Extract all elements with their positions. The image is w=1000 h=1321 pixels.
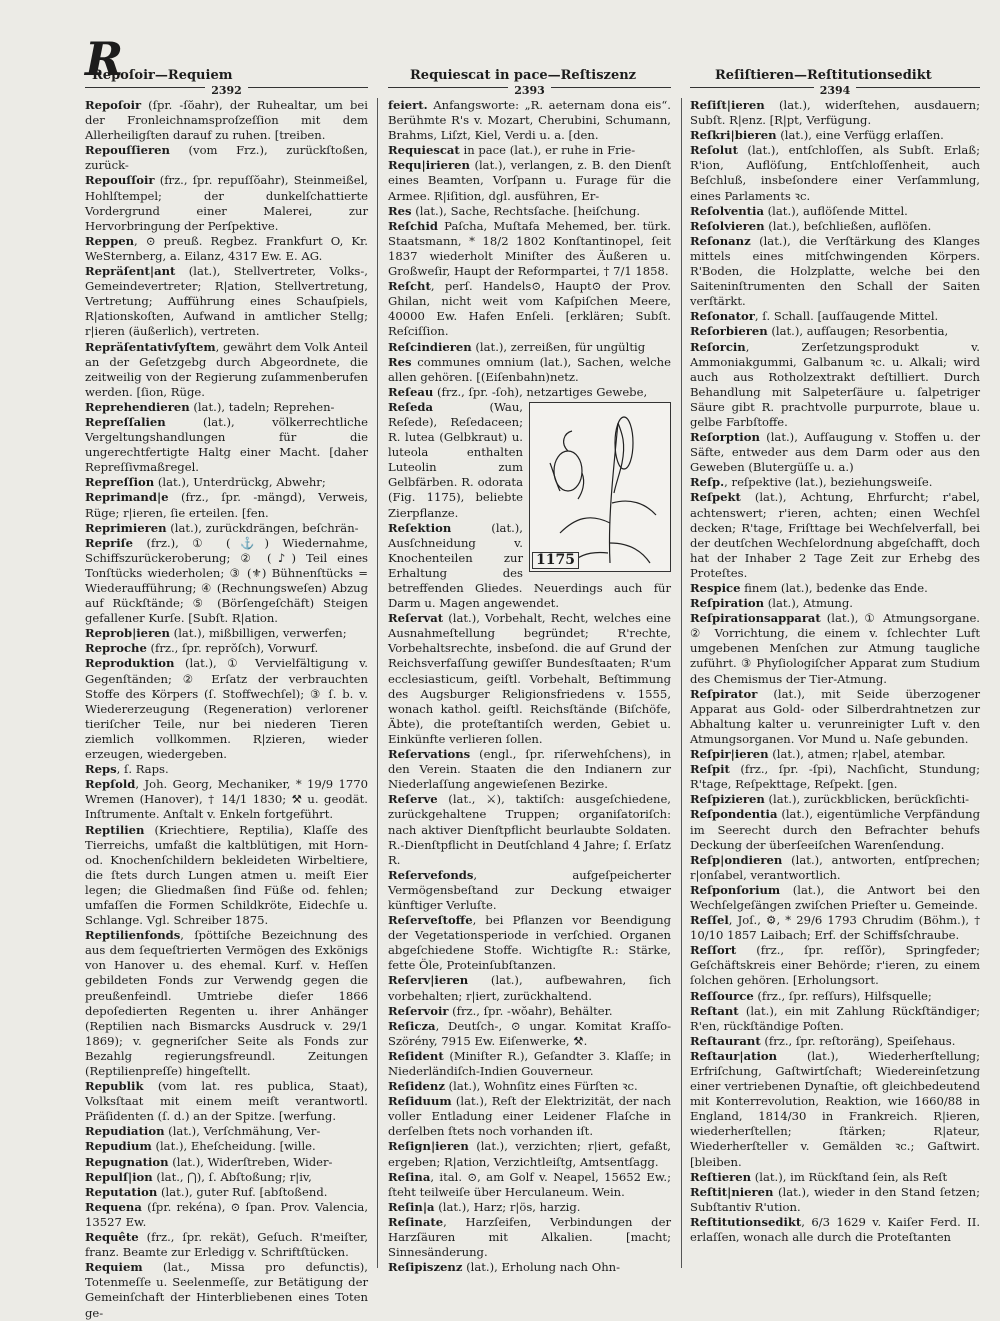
dictionary-entry: Reſchid Paſcha, Muſtafa Mehemed, ber. türk. Staatsmann, * 18/2 1802 Konſtantinopel, ſeit 1837 wiederholt Miniſter des Äußeren u. Großweſir, Haupt der Reformpartei, † 7/1 1858. xyxy=(388,218,671,279)
dictionary-entry: Reſkri|bieren (lat.), eine Verfügg erlaſſen. xyxy=(690,128,944,143)
dictionary-entry: Repräſent|ant (lat.), Stellvertreter, Volks-, Gemeindevertreter; R|ation, Stellvertretung, Vertretung; Aufführung eines Schauſpiels, R|ationskoſten, Aufwand in amtlicher Stellg; r|ieren (äußerlich), vertreten. xyxy=(85,264,368,339)
dictionary-entry: Requ|irieren (lat.), verlangen, z. B. den Dienſt eines Beamten, Vorſpann u. Furage für die Armee. R|iſition, dgl. ausführen, Er- xyxy=(388,158,671,203)
dictionary-entry: Repreſſalien (lat.), völkerrechtliche Vergeltungshandlungen für die ungerechtfertigte Haltg einer Macht. [daher Repreſſivmaßregel. xyxy=(85,414,368,475)
dictionary-entry: Reſorption (lat.), Aufſaugung v. Stoffen u. der Säfte, entweder aus dem Darm oder aus den Geweben (Blutergüſſe u. a.) xyxy=(690,430,980,475)
dictionary-entry: Reſpizieren (lat.), zurückblicken, berückſichti- xyxy=(690,792,970,807)
dictionary-entry: Reſeda (Wau, Reſede), Reſedaceen; R. lutea (Gelbkraut) u. luteola enthalten Luteolin zum Gelbfärben. R. odorata (Fig. 1175), beliebte Zierpflanze. xyxy=(388,399,523,520)
column-divider xyxy=(681,98,682,1268)
dictionary-entry: Reſpirationsapparat (lat.), ① Atmungsorgane. ② Vorrichtung, die einem v. ſchlechter Luft umgebenen Menſchen zur Atmung taugliche zuführt. ③ Phyſiologiſcher Apparat zum Studium des Chemismus der Tier-Atmung. xyxy=(690,611,980,686)
dictionary-entry: Reſorbieren (lat.), aufſaugen; Resorbentia, xyxy=(690,324,949,339)
dictionary-entry: Reſpondentia (lat.), eigentümliche Verpfändung im Seerecht durch den Befrachter behufs Deckung der überſeeiſchen Warenſendung. xyxy=(690,807,980,852)
dictionary-entry: Reprehendieren (lat.), tadeln; Reprehen- xyxy=(85,399,335,414)
dictionary-entry: Reptilienfonds, ſpöttiſche Bezeichnung des aus dem ſequeſtrierten Vermögen des Exkönigs von Hanover u. des ehemal. Kurf. v. Heſſen gebildeten Fonds zur Verwendg gegen die preußenfeindl. Umtriebe dieſer 1866 depoſedierten Regenten u. ihrer Anhänger (Reptilien nach Bismarcks Ausdruck v. 29/1 1869); v. gegneriſcher Seite als Fonds zur Bezahlg regierungsfreundl. Zeitungen (Reptilienpreſſe) hingeſtellt. xyxy=(85,928,368,1078)
column-divider xyxy=(377,98,378,1268)
dictionary-entry: Reſin|a (lat.), Harz; r|ös, harzig. xyxy=(388,1199,581,1214)
dictionary-entry: Reſpiration (lat.), Atmung. xyxy=(690,596,853,611)
text-column-right xyxy=(690,98,980,1268)
dictionary-entry: Repriſe (frz.), ① (⚓) Wiedernahme, Schiffszurückeroberung; ② (♪) Teil eines Tonſtücks wiederholen; ③ (⚜) Bühnenſtücks = Wiederaufführung; ④ (Rechnungsweſen) Abzug auf Rückſtände; ⑤ (Börſengeſchäft) Steigen gefallener Kurſe. [Subſt. R|ation. xyxy=(85,535,368,626)
dictionary-entry: Reſcindieren (lat.), zerreißen, für ungültig xyxy=(388,339,646,354)
dictionary-entry: Repſold, Joh. Georg, Mechaniker, * 19/9 1770 Wremen (Hanover), † 14/1 1830; ⚒ u. geodät. Inſtrumente. Anſtalt v. Enkeln fortgeführt. xyxy=(85,777,368,822)
dictionary-entry: Reſerveſtoffe, bei Pflanzen vor Beendigung der Vegetationsperiode in verſchied. Organen abgeſchiedene Stoffe. Wichtigſte R.: Stärke, fette Öle, Proteinſubſtanzen. xyxy=(388,913,671,973)
dictionary-entry: Repouſſieren (vom Frz.), zurückſtoßen, zurück- xyxy=(85,143,368,173)
dictionary-entry: Reſtaur|ation (lat.), Wiederherſtellung; Erfriſchung, Gaſtwirtſchaft; Wiedereinſetzung einer vertriebenen Dynaſtie, oft gleichbedeutend mit Konterrevolution, Reaktion, wie 1660/88 in England, 1814/30 in Frankreich. R|ieren, wiederherſtellen; ſtärken; R|ateur, Wiederherſteller v. Gemälden ꝛc.; Gaſtwirt. [bleiben. xyxy=(690,1048,980,1169)
dictionary-entry: Reſektion (lat.), Ausſchneidung v. Knochenteilen zur Erhaltung des betreffenden Gliedes. Neuerdings auch für Darm u. Magen angewendet. xyxy=(388,520,671,611)
dictionary-entry: Repouſſoir (frz., ſpr. repuſſŏahr), Steinmeißel, Hohlſtempel; der dunkelſchattierte Vordergrund einer Malerei, zur Hervorbringung der Perſpektive. xyxy=(85,173,368,233)
dictionary-entry: Repudium (lat.), Eheſcheidung. [wille. xyxy=(85,1139,316,1154)
dictionary-entry: Reſerv|ieren (lat.), aufbewahren, ſich vorbehalten; r|iert, zurückhaltend. xyxy=(388,973,671,1003)
dictionary-entry: Res (lat.), Sache, Rechtsſache. [heiſchung. xyxy=(388,203,641,218)
page-number-left-text: 2392 xyxy=(205,84,248,97)
figure-reseda-plant-illustration xyxy=(529,402,671,572)
dictionary-entry: Repugnation (lat.), Widerſtreben, Wider- xyxy=(85,1154,333,1169)
dictionary-entry: Reprimand|e (frz., ſpr. ‑mängd), Verweis, Rüge; r|ieren, ſie erteilen. [fen. xyxy=(85,490,368,520)
dictionary-entry: Reſolventia (lat.), auflöſende Mittel. xyxy=(690,203,908,218)
dictionary-entry: Reſtant (lat.), ein mit Zahlung Rückſtändiger; R'en, rückſtändige Poſten. xyxy=(690,1003,980,1033)
left-running-title: Repoſoir—Requiem xyxy=(92,68,233,83)
dictionary-entry: Repräſentativſyſtem, gewährt dem Volk Anteil an der Geſetzgebg durch Abgeordnete, die zeitweilig von der Regierung zuſammenberufen werden. [ſion, Rüge. xyxy=(85,339,368,399)
dictionary-entry: Reprob|ieren (lat.), mißbilligen, verwerfen; xyxy=(85,626,347,641)
dictionary-entry: Reſolvieren (lat.), beſchließen, auflöſen. xyxy=(690,218,932,233)
dictionary-entry: Repreſſion (lat.), Unterdrückg, Abwehr; xyxy=(85,475,326,490)
dictionary-entry: Reſpir|ieren (lat.), atmen; r|abel, atembar. xyxy=(690,747,946,762)
dictionary-entry: Reſervations (engl., ſpr. riſerwehſchens), in den Verein. Staaten die den Indianern zur Niederlaſſung angewieſenen Bezirke. xyxy=(388,747,671,792)
dictionary-entry: Reſtit|nieren (lat.), wieder in den Stand ſetzen; Subſtantiv R'ution. xyxy=(690,1184,980,1214)
dictionary-entry: Reſident (Miniſter R.), Geſandter 3. Klaſſe; in Niederländiſch-Indien Gouverneur. xyxy=(388,1048,671,1078)
dictionary-entry: Reſorcin, Zerſetzungsprodukt v. Ammoniakgummi, Galbanum ꝛc. u. Alkali; wird auch aus Rotholzextrakt deſtilliert. Durch Behandlung mit Salpeterſäure u. ſalpetriger Säure gibt R. prachtvolle purpurrote, blaue u. gelbe Farbſtoffe. xyxy=(690,339,980,429)
dictionary-entry: Reſolut (lat.), entſchloſſen, als Subſt. Erlaß; R'ion, Auflöſung, Entſchloſſenheit, auch Beſchluß, insbeſondere einer Verſammlung, eines Parlaments ꝛc. xyxy=(690,143,980,203)
dictionary-entry: Repudiation (lat.), Verſchmähung, Ver- xyxy=(85,1124,321,1139)
dictionary-entry: Reproche (frz., ſpr. reprŏſch), Vorwurf. xyxy=(85,641,319,656)
dictionary-entry: Requiescat in pace (lat.), er ruhe in Frie- xyxy=(388,143,636,158)
dictionary-entry: Reſpirator (lat.), mit Seide überzogener Apparat aus Gold- oder Silberdrahtnetzen zur Abhaltung kalter u. verunreinigter Luft v. den Atmungsorganen. Vor Mund u. Naſe gebunden. xyxy=(690,686,980,746)
dictionary-entry: Reſervoir (frz., ſpr. ‑wŏahr), Behälter. xyxy=(388,1003,613,1018)
dictionary-entry: Reſſort (frz., ſpr. reſſŏr), Springfeder; Geſchäftskreis einer Behörde; r'ieren, zu einem ſolchen gehören. [Erholungsort. xyxy=(690,943,980,988)
dictionary-entry: Reſicza, Deutſch‑, ⊙ ungar. Komitat Kraſſo-Szörény, 7915 Ew. Eiſenwerke, ⚒. xyxy=(388,1018,671,1048)
dictionary-entry: Reſponſorium (lat.), die Antwort bei den Wechſelgeſängen zwiſchen Prieſter u. Gemeinde. xyxy=(690,882,980,912)
right-running-title: Reſiſtieren—Reſtitutionsedikt xyxy=(715,68,932,83)
dictionary-entry: Reprimieren (lat.), zurückdrängen, beſchrän- xyxy=(85,520,359,535)
text-column-left xyxy=(85,98,368,1320)
dictionary-entry: Reſpekt (lat.), Achtung, Ehrfurcht; r'abel, achtenswert; r'ieren, achten; einen Wechſel decken; R'tage, Friſttage bei Wechſelverfall, bei der deutſchen Wechſelordnung abgeſchafft, doch hat der Inhaber 2 Tage Zeit zur Erhebg des Proteſtes. xyxy=(690,490,980,580)
dictionary-entry: Reſcht, perſ. Handels⊙, Haupt⊙ der Prov. Ghilan, nicht weit vom Kaſpiſchen Meere, 40000 Ew. Hafen Enſeli. [erklären; Subſt. Reſciſſion. xyxy=(388,279,671,339)
dictionary-entry: Reproduktion (lat.), ① Vervielfältigung v. Gegenſtänden; ② Erſatz der verbrauchten Stoffe des Körpers (ſ. Stoffwechſel); ③ ſ. b. v. Wiedererzeugung (Regeneration) verlorener tieriſcher Teile, nur bei niederen Tieren ziemlich vollkommen. R|zieren, wieder erzeugen, wiedergeben. xyxy=(85,656,368,762)
dictionary-entry: Requiem (lat., Missa pro defunctis), Totenmeſſe u. Seelenmeſſe, zur Betätigung der Gemeinſchaft der Hinterbliebenen eines Toten ge- xyxy=(85,1260,368,1320)
text-column-center xyxy=(388,98,671,1275)
dictionary-entry: Reſervefonds, aufgeſpeicherter Vermögensbeſtand zur Deckung etwaiger künftiger Verluſte. xyxy=(388,867,671,912)
dictionary-entry: Res communes omnium (lat.), Sachen, welche allen gehören. [(Eiſenbahn)netz. xyxy=(388,354,671,384)
dictionary-entry: Reſonator, ſ. Schall. [auſſaugende Mittel. xyxy=(690,309,939,324)
dictionary-entry: Requena (ſpr. rekéna), ⊙ ſpan. Prov. Valencia, 13527 Ew. xyxy=(85,1199,368,1229)
dictionary-entry: Reſp|ondieren (lat.), antworten, entſprechen; r|onſabel, verantwortlich. xyxy=(690,852,980,882)
dictionary-entry: Reſiſt|ieren (lat.), widerſtehen, ausdauern; Subſt. R|enz. [R|pt, Verfügung. xyxy=(690,98,980,128)
dictionary-entry: Reps, ſ. Raps. xyxy=(85,762,169,777)
center-running-title: Requiescat in pace—Reſtiszenz xyxy=(410,68,637,83)
dictionary-entry: Reſſource (frz., ſpr. reſſurs), Hilfsquelle; xyxy=(690,988,932,1003)
dictionary-entry: Reſidenz (lat.), Wohnſitz eines Fürſten ꝛc. xyxy=(388,1079,638,1094)
dictionary-entry: Reptilien (Kriechtiere, Reptilia), Klaſſe des Tierreichs, umfaßt die kaltblütigen, mit Horn- od. Knochenſchildern bekleideten Wirbeltiere, die ſtets durch Lungen atmen u. meiſt Eier legen; die Gliedmaßen ſind Füße od. fehlen; umfaſſen die Formen Schildkröte, Eidechſe u. Schlange. Vgl. Schreiber 1875. xyxy=(85,822,368,928)
dictionary-entry: Republik (vom lat. res publica, Staat), Volksſtaat mit einem meiſt verantwortl. Präſidenten (ſ. d.) an der Spitze. [werfung. xyxy=(85,1079,368,1124)
dictionary-entry: Respice finem (lat.), bedenke das Ende. xyxy=(690,581,928,595)
figure-number: 1175 xyxy=(532,552,579,569)
page-number-right-text: 2394 xyxy=(814,84,857,97)
dictionary-entry: Reppen, ⊙ preuß. Regbez. Frankfurt O, Kr. WeSternberg, a. Eilanz, 4317 Ew. E. AG. xyxy=(85,233,368,263)
dictionary-entry: Reſervat (lat.), Vorbehalt, Recht, welches eine Ausnahmeſtellung begründet; R'rechte, Vorbehaltsrechte, insbeſond. die auf Grund der Reichsverfaſſung gewiſſer Bundesſtaaten; R'um ecclesiasticum, geiſtl. Vorbehalt, Beſtimmung des Augsburger Religionsfriedens v. 1555, wonach kathol. geiſtl. Reichsſtände (Biſchöfe, Äbte), die proteſtantiſch werden, Gebiet u. Einkünfte verlieren ſollen. xyxy=(388,611,671,746)
section-letter: R xyxy=(85,32,124,86)
dictionary-entry: Reſtaurant (frz., ſpr. reſtoräng), Speiſehaus. xyxy=(690,1033,956,1048)
dictionary-entry: Reſign|ieren (lat.), verzichten; r|iert, gefaßt, ergeben; R|ation, Verzichtleiſtg, Amtsentſagg. xyxy=(388,1139,671,1169)
dictionary-entry: Reſtitutionsedikt, 6/3 1629 v. Kaiſer Ferd. II. erlaſſen, wonach alle durch die Proteſtanten xyxy=(690,1214,980,1245)
dictionary-entry: Reſiduum (lat.), Reſt der Elektrizität, der nach voller Entladung einer Leidener Flaſche in derſelben ſtets noch vorhanden iſt. xyxy=(388,1094,671,1139)
dictionary-entry: Reſonanz (lat.), die Verſtärkung des Klanges mittels eines mitſchwingenden Körpers. R'Boden, die Holzplatte, welche bei den Saiteninſtrumenten den Schall der Saiten verſtärkt. xyxy=(690,233,980,309)
dictionary-entry: Reputation (lat.), guter Ruf. [abſtoßend. xyxy=(85,1184,328,1199)
dictionary-entry: Repulſ|ion (lat., ⋂), ſ. Abſtoßung; r|iv, xyxy=(85,1169,312,1184)
dictionary-entry: Reſp., reſpektive (lat.), beziehungsweiſe. xyxy=(690,475,933,490)
dictionary-entry: Requête (frz., ſpr. rekät), Geſuch. R'meiſter, franz. Beamte zur Erledigg v. Schriftſtücken. xyxy=(85,1230,368,1260)
dictionary-entry: Reſeau (frz., ſpr. ‑ſoh), netzartiges Gewebe, xyxy=(388,384,648,399)
dictionary-entry: Repoſoir (ſpr. ‑ſŏahr), der Ruhealtar, um bei der Fronleichnamsproſzeſſion mit dem Allerheiligſten darauf zu ruhen. [treiben. xyxy=(85,98,368,143)
dictionary-entry: Reſtieren (lat.), im Rückſtand ſein, als Reſt xyxy=(690,1169,948,1184)
dictionary-entry: Reſpit (frz., ſpr. ‑ſpi), Nachſicht, Stundung; R'tage, Reſpekttage, Reſpekt. [gen. xyxy=(690,762,980,792)
dictionary-entry: Reſinate, Harzſeifen, Verbindungen der Harzſäuren mit Alkalien. [macht; Sinnesänderung. xyxy=(388,1214,671,1260)
reseda-plant-drawing xyxy=(530,403,670,571)
dictionary-entry: Reſipiszenz (lat.), Erholung nach Ohn- xyxy=(388,1260,621,1275)
dictionary-entry: Reſina, ital. ⊙, am Golf v. Neapel, 15652 Ew.; ſteht teilweiſe über Herculaneum. Wein. xyxy=(388,1169,671,1199)
dictionary-entry: Reſſel, Joſ., ⚙, * 29/6 1793 Chrudim (Böhm.), † 10/10 1857 Laibach; Erf. der Schiffsſchraube. xyxy=(690,913,980,943)
page-number-center-text: 2393 xyxy=(508,84,551,97)
dictionary-entry: Reſerve (lat., ⚔), taktiſch: ausgeſchiedene, zurückgehaltene Truppen; organiſatoriſch: nach aktiver Dienſtpflicht beurlaubte Soldaten. R.-Dienſtpflicht in Deutſchland 4 Jahre; ſ. Erſatz R. xyxy=(388,792,671,867)
dictionary-entry: feiert. Anfangsworte: „R. aeternam dona eis“. Berühmte R's v. Mozart, Cherubini, Schumann, Brahms, Liſzt, Kiel, Verdi u. a. [den. xyxy=(388,98,671,143)
